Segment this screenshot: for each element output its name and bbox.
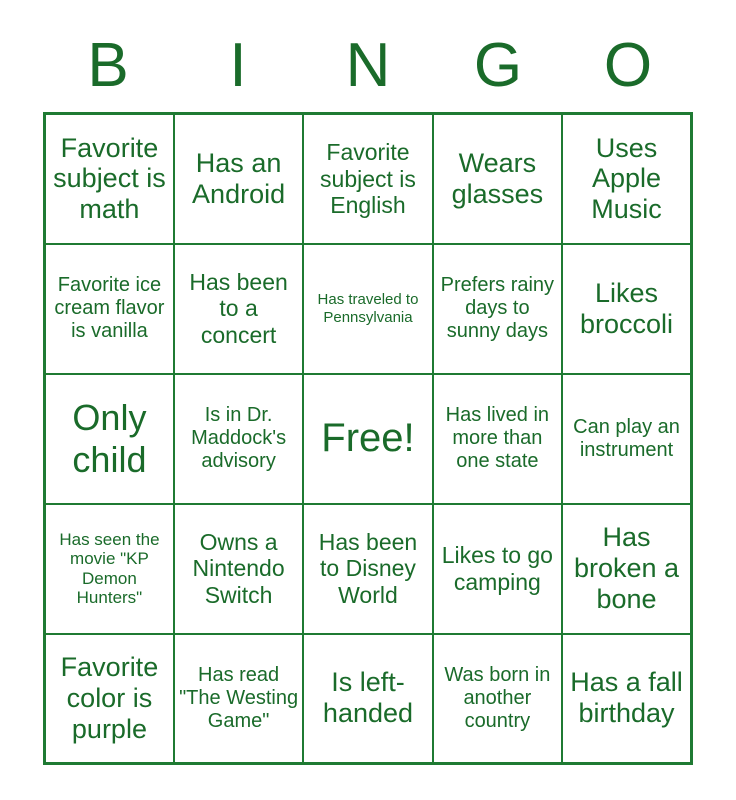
bingo-cell[interactable]: Was born in another country — [433, 634, 562, 764]
bingo-cell[interactable]: Has lived in more than one state — [433, 374, 562, 504]
bingo-cell[interactable]: Favorite ice cream flavor is vanilla — [45, 244, 174, 374]
bingo-row — [45, 374, 692, 504]
bingo-cell[interactable]: Has broken a bone — [562, 504, 691, 634]
bingo-header — [43, 0, 693, 102]
bingo-cell[interactable]: Has been to a concert — [174, 244, 303, 374]
bingo-cell[interactable]: Uses Apple Music — [562, 114, 691, 244]
bingo-cell[interactable]: Has been to Disney World — [303, 504, 432, 634]
bingo-cell[interactable]: Has traveled to Pennsylvania — [303, 244, 432, 374]
header-letter-i: I — [229, 31, 247, 100]
header-letter-b: B — [87, 31, 129, 100]
bingo-cell[interactable]: Likes to go camping — [433, 504, 562, 634]
bingo-cell[interactable]: Has an Android — [174, 114, 303, 244]
bingo-cell[interactable]: Has read "The Westing Game" — [174, 634, 303, 764]
header-letter-n: N — [345, 31, 391, 100]
bingo-row — [45, 504, 692, 634]
bingo-cell[interactable]: Favorite subject is math — [45, 114, 174, 244]
bingo-row — [45, 244, 692, 374]
bingo-cell[interactable]: Favorite subject is English — [303, 114, 432, 244]
bingo-row — [45, 114, 692, 244]
header-letter-g: G — [473, 31, 523, 100]
bingo-cell[interactable]: Favorite color is purple — [45, 634, 174, 764]
bingo-cell[interactable]: Owns a Nintendo Switch — [174, 504, 303, 634]
bingo-cell[interactable]: Is left-handed — [303, 634, 432, 764]
header-letter-o: O — [603, 31, 653, 100]
bingo-grid — [43, 112, 693, 765]
bingo-cell[interactable]: Can play an instrument — [562, 374, 691, 504]
bingo-cell[interactable]: Likes broccoli — [562, 244, 691, 374]
bingo-cell[interactable]: Is in Dr. Maddock's advisory — [174, 374, 303, 504]
bingo-cell[interactable]: Wears glasses — [433, 114, 562, 244]
bingo-cell-free[interactable]: Free! — [303, 374, 432, 504]
bingo-cell[interactable]: Has seen the movie "KP Demon Hunters" — [45, 504, 174, 634]
bingo-cell[interactable]: Has a fall birthday — [562, 634, 691, 764]
bingo-cell[interactable]: Only child — [45, 374, 174, 504]
bingo-cell[interactable]: Prefers rainy days to sunny days — [433, 244, 562, 374]
bingo-row — [45, 634, 692, 764]
